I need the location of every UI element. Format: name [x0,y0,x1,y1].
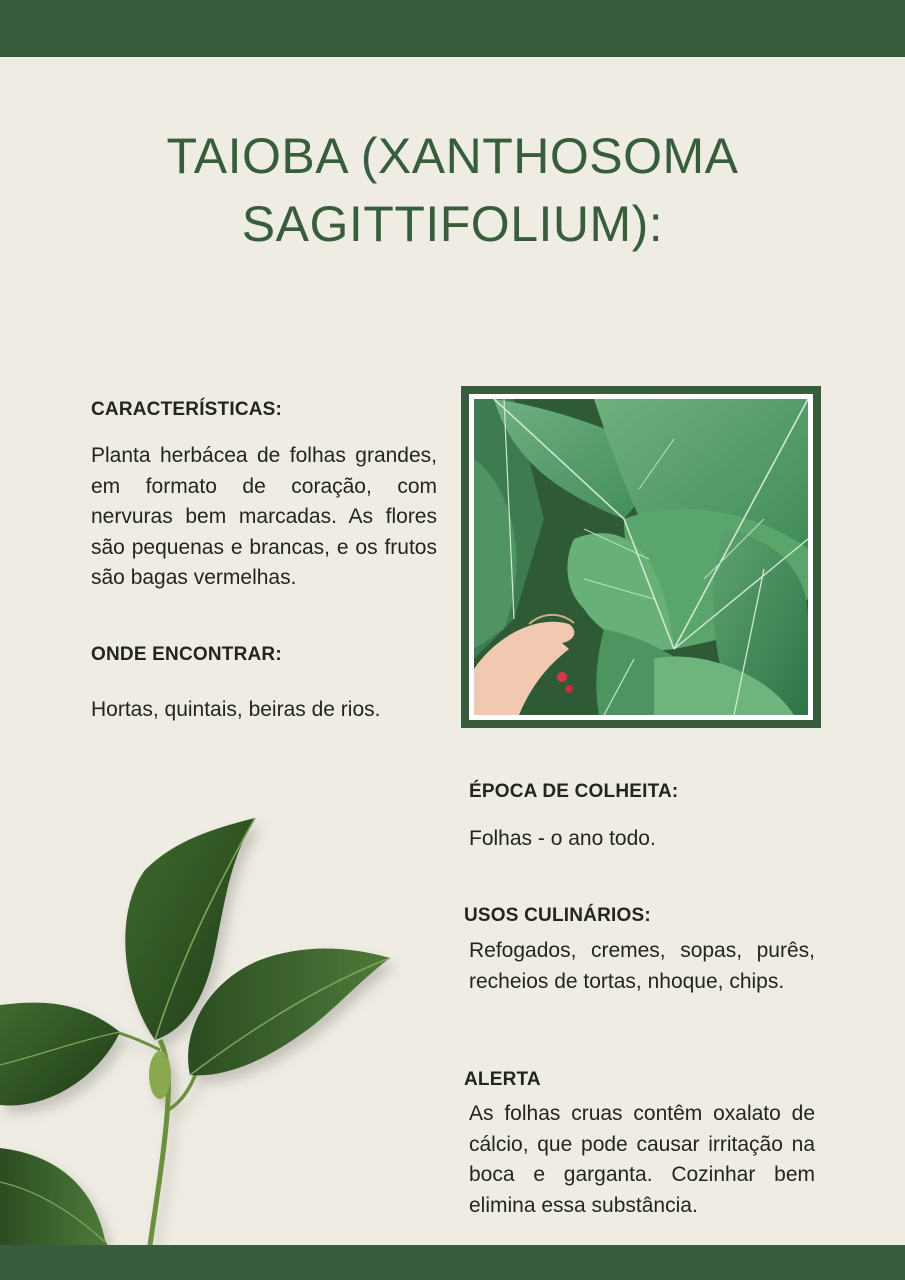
plant-photo-frame [461,386,821,728]
usos-culinarios-heading: USOS CULINÁRIOS: [464,905,651,926]
title-line-2: SAGITTIFOLIUM): [241,196,664,252]
usos-culinarios-text: Refogados, cremes, sopas, purês, recheios de tortas, nhoque, chips. [469,939,815,993]
epoca-colheita-heading: ÉPOCA DE COLHEITA: [469,781,679,802]
top-bar [0,0,905,57]
alerta-heading: ALERTA [464,1069,541,1090]
epoca-colheita-text: Folhas - o ano todo. [469,827,656,850]
decorative-leaf-sprig [0,810,400,1246]
bottom-bar [0,1245,905,1280]
caracteristicas-text: Planta herbácea de folhas grandes, em formato de coração, com nervuras bem marcadas. As flores são pequenas e brancas, e os frutos são bagas vermelhas. [91,444,437,589]
page-title [60,122,845,258]
alerta-text: As folhas cruas contêm oxalato de cálcio, que pode causar irritação na boca e garganta. Cozinhar bem elimina essa substância. [469,1102,815,1217]
plant-photo-mat [469,394,813,720]
onde-encontrar-heading: ONDE ENCONTRAR: [91,644,282,665]
taioba-leaves-illustration [474,399,808,715]
caracteristicas-heading: CARACTERÍSTICAS: [91,399,283,420]
onde-encontrar-text: Hortas, quintais, beiras de rios. [91,698,381,721]
title-line-1: TAIOBA (XANTHOSOMA [166,128,739,184]
